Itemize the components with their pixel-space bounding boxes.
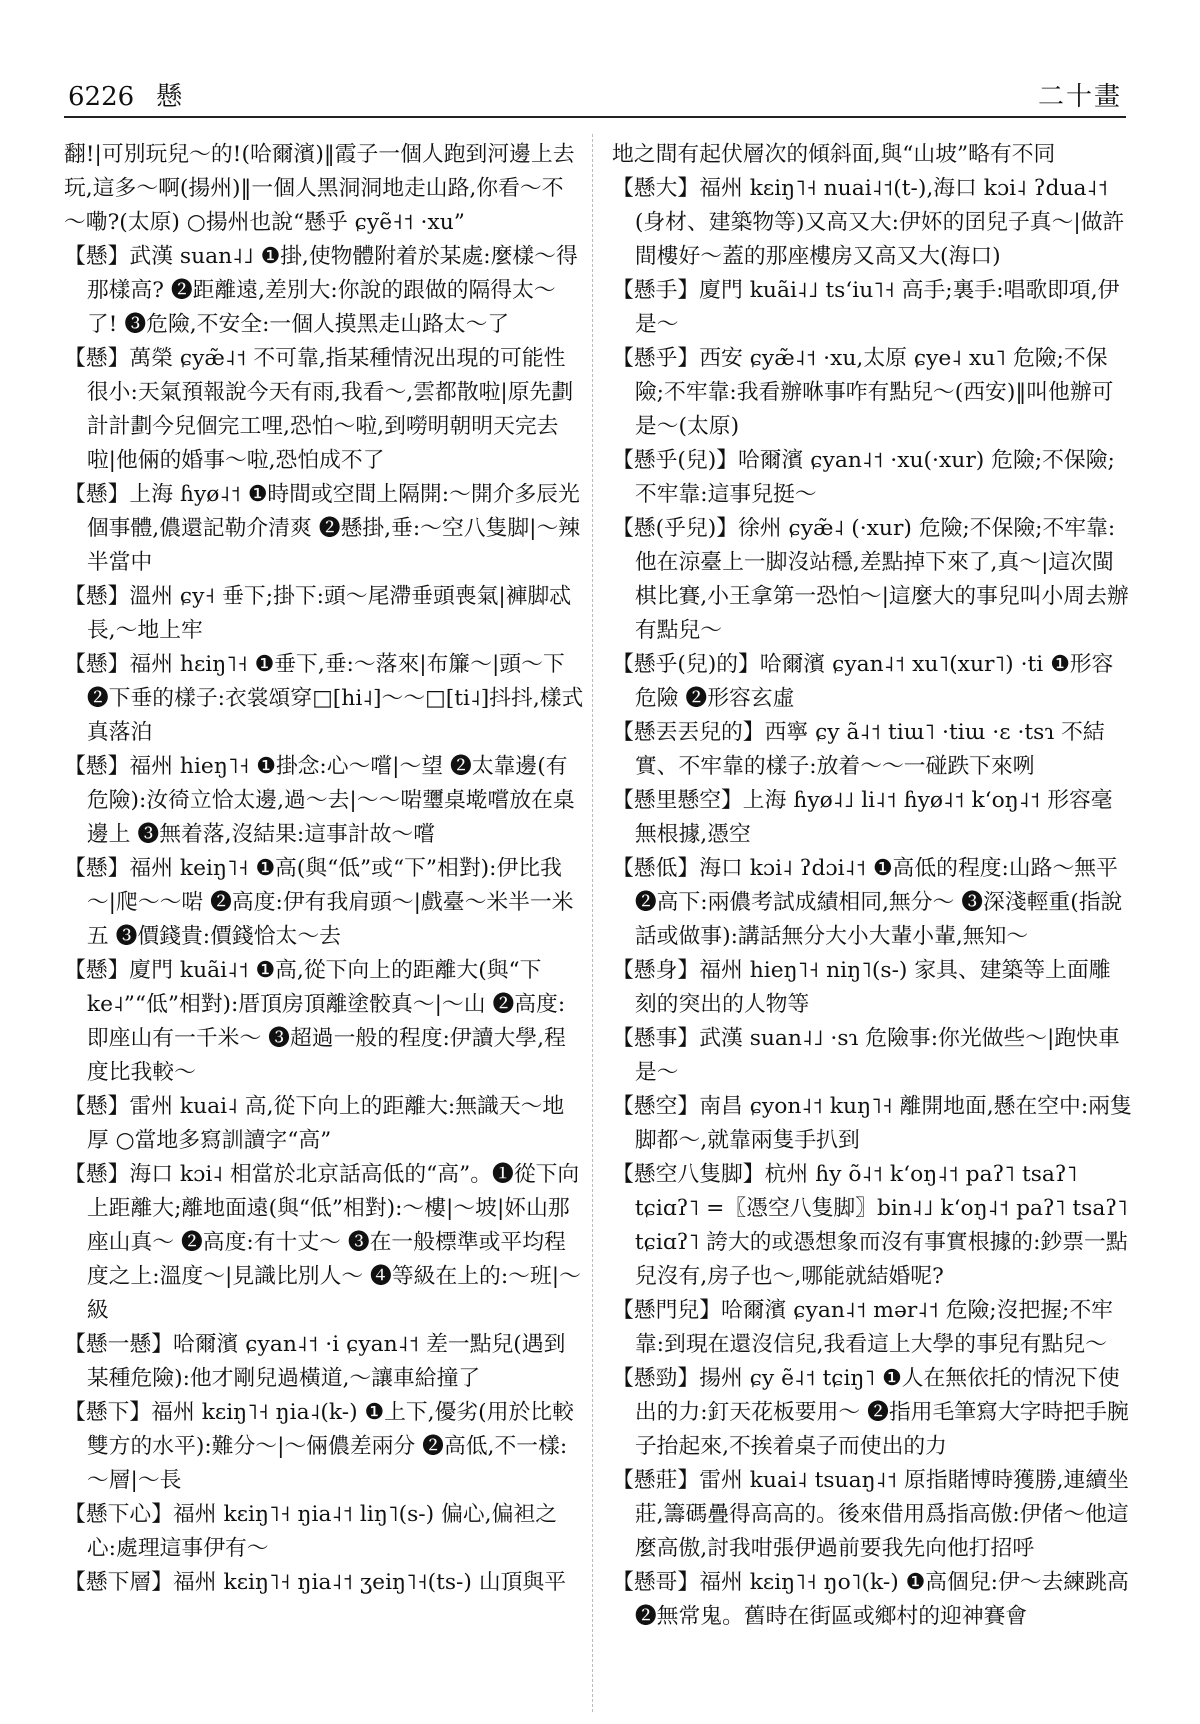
dictionary-entry: 【懸空八隻脚】杭州 ɦy õ˨˦ kʻoŋ˨˦ paʔ˥ tsaʔ˥ tɕiɑʔ˥ =〖憑空八隻脚〗bin˨˩ kʻoŋ˨˦ paʔ˥ tsaʔ˥ tɕiɑʔ˥ 誇大的或憑想象而沒有事實根據的:鈔票一點兒沒有,房子也～,哪能就結婚呢? (612, 1162, 1128, 1289)
dictionary-entry: 【懸】海口 kɔi˨ 相當於北京話高低的“高”。❶從下向上距離大;離地面遠(與“低”相對):～樓|～坡|妚山那座山真～ ❷高度:有十丈～ ❸在一般標準或平均程度之上:溫度～|見識比別人～ ❹等級在上的:～班|～級 (64, 1162, 581, 1323)
left-column (64, 138, 584, 1600)
entry-continuation: 翻!|可別玩兒～的!(哈爾濱)‖霞子一個人跑到河邊上去玩,這多～啊(揚州)‖一個人黑洞洞地走山路,你看～不～嘞?(太原) ○揚州也說“懸乎 ɕyẽ˧˦ ·xu” (64, 142, 575, 235)
head-character: 懸 (156, 82, 183, 112)
right-column (612, 138, 1132, 1634)
column-divider (592, 134, 593, 1712)
page-number: 6226 (68, 82, 135, 112)
page-heading-left (68, 76, 204, 113)
dictionary-entry: 【懸低】海口 kɔi˨ ʔdɔi˨˦ ❶高低的程度:山路～無平 ❷高下:兩儂考試成績相同,無分～ ❸深淺輕重(指說話或做事):講話無分大小大輩小輩,無知～ (612, 856, 1123, 949)
dictionary-entry: 【懸事】武漢 suan˨˩ ·sɿ 危險事:你光做些～|跑快車是～ (612, 1026, 1120, 1085)
dictionary-entry: 【懸莊】雷州 kuai˨ tsuaŋ˨˦ 原指賭博時獲勝,連續坐莊,籌碼疊得高高的。後來借用爲指高傲:伊偖～他這麼高傲,討我咁張伊過前要我先向他打招呼 (612, 1468, 1129, 1561)
dictionary-entry: 【懸】上海 ɦyø˨˦ ❶時間或空間上隔開:～開介多辰光個事體,儂還記勒介清爽 ❷懸掛,垂:～空八隻脚|～辣半當中 (64, 482, 581, 575)
dictionary-entry: 【懸】福州 keiŋ˥˧ ❶高(與“低”或“下”相對):伊比我～|爬～～啱 ❷高度:伊有我肩頭～|戲臺～米半一米五 ❸價錢貴:價錢恰太～去 (64, 856, 574, 949)
dictionary-entry: 【懸】雷州 kuai˨ 高,從下向上的距離大:無識天～地厚 ○當地多寫訓讀字“高” (64, 1094, 565, 1153)
dictionary-entry: 【懸門兒】哈爾濱 ɕyan˨˦ mər˨˦ 危險;沒把握;不牢靠:到現在還沒信兒,我看這上大學的事兒有點兒～ (612, 1298, 1113, 1357)
dictionary-entry: 【懸】溫州 ɕy˧ 垂下;掛下:頭～尾滯垂頭喪氣|褲脚忒長,～地上牢 (64, 584, 572, 643)
dictionary-entry: 【懸】廈門 kuãi˨˦ ❶高,從下向上的距離大(與“下ke˨”“低”相對):厝頂房頂離塗骹真～|～山 ❷高度:即座山有一千米～ ❸超過一般的程度:伊讀大學,程度比我較～ (64, 958, 566, 1085)
dictionary-entry: 【懸勁】揚州 ɕy ẽ˨˦ tɕiŋ˥ ❶人在無依托的情況下使出的力:釘天花板要用～ ❷指用毛筆寫大字時把手腕子抬起來,不挨着桌子而使出的力 (612, 1366, 1129, 1459)
dictionary-entry: 【懸下層】福州 kɛiŋ˥˧ ŋia˨˦ ʒeiŋ˥˧(ts-) 山頂與平 (64, 1570, 567, 1595)
dictionary-entry: 【懸一懸】哈爾濱 ɕyan˨˦ ·i ɕyan˨˦ 差一點兒(遇到某種危險):他才剛兒過橫道,～讓車給撞了 (64, 1332, 566, 1391)
dictionary-entry: 【懸哥】福州 kɛiŋ˥˧ ŋo˥(k-) ❶高個兒:伊～去練跳高 ❷無常鬼。舊時在街區或鄉村的迎神賽會 (612, 1570, 1129, 1629)
dictionary-entry: 【懸身】福州 hieŋ˥˧ niŋ˥(s-) 家具、建築等上面雕刻的突出的人物等 (612, 958, 1111, 1017)
dictionary-entry: 【懸】萬榮 ɕyæ̃˨˦ 不可靠,指某種情況出現的可能性很小:天氣預報說今天有雨,我看～,雲都散啦|原先劃計計劃今兒個完工哩,恐怕～啦,到嘮明朝明天完去啦|他倆的婚事～啦,恐怕成不了 (64, 346, 574, 473)
page-header (64, 72, 1126, 118)
dictionary-entry: 【懸下心】福州 kɛiŋ˥˧ ŋia˨˦ liŋ˥(s-) 偏心,偏袒之心:處理這事伊有～ (64, 1502, 558, 1561)
dictionary-entry: 【懸(乎兒)】徐州 ɕyæ̃˨ (·xur) 危險;不保險;不牢靠:他在涼臺上一脚沒站穩,差點掉下來了,真～|這次閩棋比賽,小王拿第一恐怕～|這麼大的事兒叫小周去辦有點兒～ (612, 516, 1129, 643)
dictionary-entry: 【懸乎】西安 ɕyæ̃˨˦ ·xu,太原 ɕye˨ xu˥ 危險;不保險;不牢靠:我看辦咻事咋有點兒～(西安)‖叫他辦可是～(太原) (612, 346, 1114, 439)
dictionary-entry: 【懸】福州 hieŋ˥˧ ❶掛念:心～嚐|～望 ❷太靠邊(有危險):汝徛立恰太邊,過～去|～～啱瓕桌墘嚐放在桌邊上 ❸無着落,沒結果:這事計故～嚐 (64, 754, 575, 847)
dictionary-entry: 【懸丟丟兒的】西寧 ɕy ã˨˦ tiɯ˥ ·tiɯ ·ɛ ·tsɿ 不結實、不牢靠的樣子:放着～～一碰跌下來咧 (612, 720, 1105, 779)
dictionary-entry: 【懸大】福州 kɛiŋ˥˧ nuai˨˦(t-),海口 kɔi˨ ʔdua˨˦ (身材、建築物等)又高又大:伊妚的囝兒子真～|做許間樓好～蓋的那座樓房又高又大(海口) (612, 176, 1125, 269)
dictionary-entry: 【懸】福州 hɛiŋ˥˧ ❶垂下,垂:～落來|布簾～|頭～下 ❷下垂的樣子:衣裳頌穿□[hi˨]～～□[ti˨]抖抖,樣式真落泊 (64, 652, 584, 745)
dictionary-entry: 【懸里懸空】上海 ɦyø˨˩ li˨˦ ɦyø˨˦ kʻoŋ˨˦ 形容毫無根據,憑空 (612, 788, 1113, 847)
dictionary-entry: 【懸】武漢 suan˨˩ ❶掛,使物體附着於某處:麼樣～得那樣高? ❷距離遠,差別大:你說的跟做的隔得太～了! ❸危險,不安全:一個人摸黑走山路太～了 (64, 244, 578, 337)
dictionary-entry: 【懸空】南昌 ɕyon˨˦ kuŋ˥˧ 離開地面,懸在空中:兩隻脚都～,就靠兩隻手扒到 (612, 1094, 1132, 1153)
dictionary-entry: 【懸乎(兒)】哈爾濱 ɕyan˨˦ ·xu(·xur) 危險;不保險;不牢靠:這事兒挺～ (612, 448, 1115, 507)
entry-continuation: 地之間有起伏層次的傾斜面,與“山坡”略有不同 (612, 142, 1056, 167)
dictionary-entry: 【懸乎(兒)的】哈爾濱 ɕyan˨˦ xu˥(xur˥) ·ti ❶形容危險 ❷形容玄虛 (612, 652, 1114, 711)
section-label: 二十畫 (1037, 82, 1122, 112)
dictionary-entry: 【懸手】廈門 kuãi˨˩ tsʻiu˥˧ 高手;裏手:唱歌即項,伊是～ (612, 278, 1120, 337)
dictionary-entry: 【懸下】福州 kɛiŋ˥˧ ŋia˨(k-) ❶上下,優劣(用於比較雙方的水平):難分～|～倆儂差兩分 ❷高低,不一樣:～層|～長 (64, 1400, 574, 1493)
